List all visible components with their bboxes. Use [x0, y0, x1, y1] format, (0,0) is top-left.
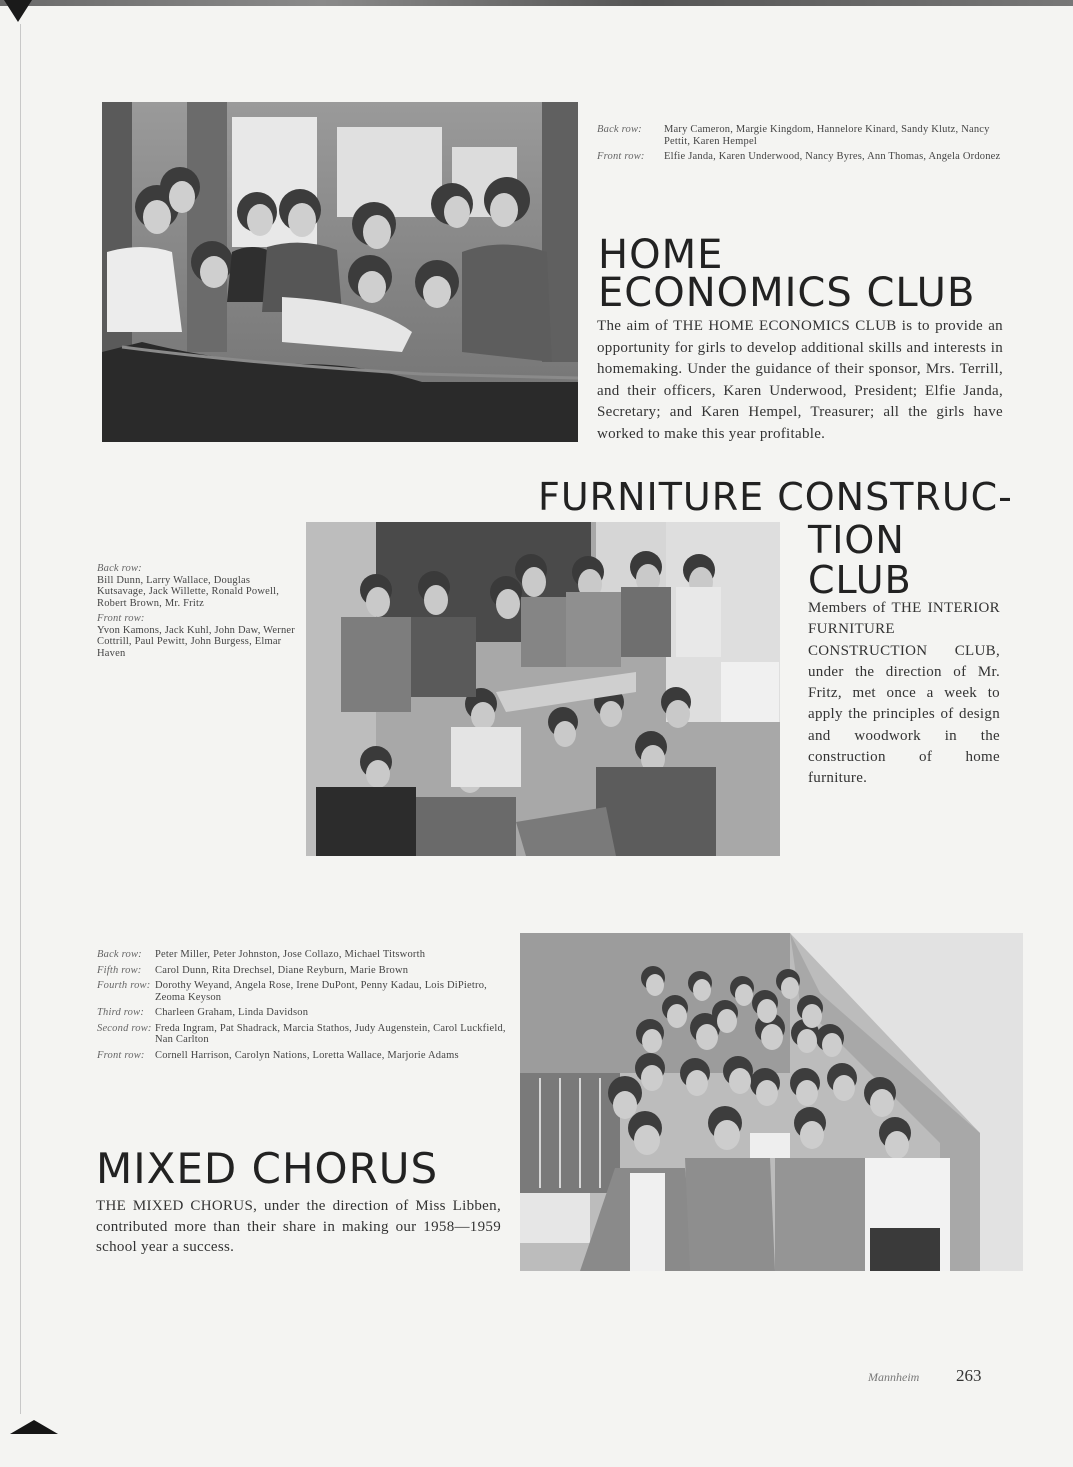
caption-row [597, 151, 1009, 163]
caption-row-names: Elfie Janda, Karen Underwood, Nancy Byres, Ann Thomas, Angela Ordonez [664, 151, 1001, 162]
caption-row-names: Freda Ingram, Pat Shadrack, Marcia Stathos, Judy Augenstein, Carol Luckfield, Nan Carlton [155, 1022, 506, 1045]
caption-row [97, 563, 297, 609]
caption-row [97, 965, 507, 977]
caption-row-names: Yvon Kamons, Jack Kuhl, John Daw, Werner Cottrill, Paul Pewitt, John Burgess, Elmar Haven [97, 624, 295, 659]
furniture-caption [97, 563, 297, 663]
publication-name: Mannheim [868, 1370, 920, 1384]
page-left-rule [20, 24, 21, 1414]
furniture-heading-line1: FURNITURE CONSTRUC- [538, 475, 1013, 519]
caption-row-label: Second row: [97, 1022, 152, 1034]
caption-row-label: Third row: [97, 1007, 145, 1018]
caption-row [97, 980, 507, 1003]
mixed-chorus-body: THE MIXED CHORUS, under the direction of Miss Libben, contributed more than their share in making our 1958—1959 school year a success. [96, 1198, 501, 1255]
mixed-chorus-caption [97, 949, 507, 1065]
caption-row [97, 949, 507, 961]
caption-row [97, 1050, 507, 1062]
caption-row-names: Dorothy Weyand, Angela Rose, Irene DuPont, Penny Kadau, Lois DiPietro, Zeoma Keyson [155, 980, 487, 1003]
furniture-construction-photo [306, 522, 780, 856]
heading-line: HOME [598, 232, 724, 278]
caption-row [97, 1023, 507, 1046]
caption-row-names: Carol Dunn, Rita Drechsel, Diane Reyburn, Marie Brown [155, 964, 409, 976]
caption-row-label: Front row: [97, 613, 145, 624]
page-number: 263 [956, 1366, 982, 1385]
caption-row-label: Front row: [597, 151, 645, 162]
caption-row-label: Back row: [597, 124, 642, 135]
home-economics-photo [102, 102, 578, 442]
home-economics-caption [597, 124, 1009, 167]
caption-row-label: Back row: [97, 949, 142, 960]
caption-row-label: Front row: [97, 1049, 145, 1061]
page-corner-marker [4, 0, 32, 22]
caption-row-names: Cornell Harrison, Carolyn Nations, Loretta Wallace, Marjorie Adams [155, 1049, 459, 1061]
home-economics-heading [598, 232, 976, 316]
caption-row-names: Charleen Graham, Linda Davidson [155, 1007, 309, 1018]
caption-row-names: Mary Cameron, Margie Kingdom, Hannelore Kinard, Sandy Klutz, Nancy Pettit, Karen Hempel [664, 124, 990, 147]
heading-line: CLUB [808, 558, 912, 602]
caption-row-label: Fourth row: [97, 980, 151, 991]
caption-row-names: Bill Dunn, Larry Wallace, Douglas Kutsavage, Jack Willette, Ronald Powell, Robert Brown, Mr. Fritz [97, 574, 280, 609]
mixed-chorus-heading: MIXED CHORUS [96, 1144, 439, 1193]
caption-row-names: Peter Miller, Peter Johnston, Jose Collazo, Michael Titsworth [155, 949, 426, 960]
furniture-body: Members of THE INTERIOR FURNITURE CONSTRUCTION CLUB, under the direction of Mr. Fritz, met once a week to apply the principles of design and woodwork in the construction of home furniture. [808, 600, 1000, 787]
page-corner-marker-bottom [10, 1420, 58, 1434]
caption-row [97, 613, 297, 659]
heading-line: ECONOMICS CLUB [598, 270, 976, 316]
furniture-heading-line2 [808, 520, 912, 600]
heading-line: TION [808, 518, 905, 562]
mixed-chorus-photo [520, 933, 1023, 1271]
home-economics-body: The aim of THE HOME ECONOMICS CLUB is to provide an opportunity for girls to develop additional skills and interests in homemaking. Under the guidance of their sponsor, Mrs. Terrill, and their officers, Karen Underwood, President; Elfie Janda, Secretary; and Karen Hempel, Treasurer; all the girls have worked to make this year profitable. [597, 318, 1003, 442]
caption-row-label: Fifth row: [97, 964, 142, 976]
page-top-edge [0, 0, 1073, 6]
caption-row [597, 124, 1009, 147]
caption-row-label: Back row: [97, 563, 142, 574]
caption-row [97, 1007, 507, 1019]
